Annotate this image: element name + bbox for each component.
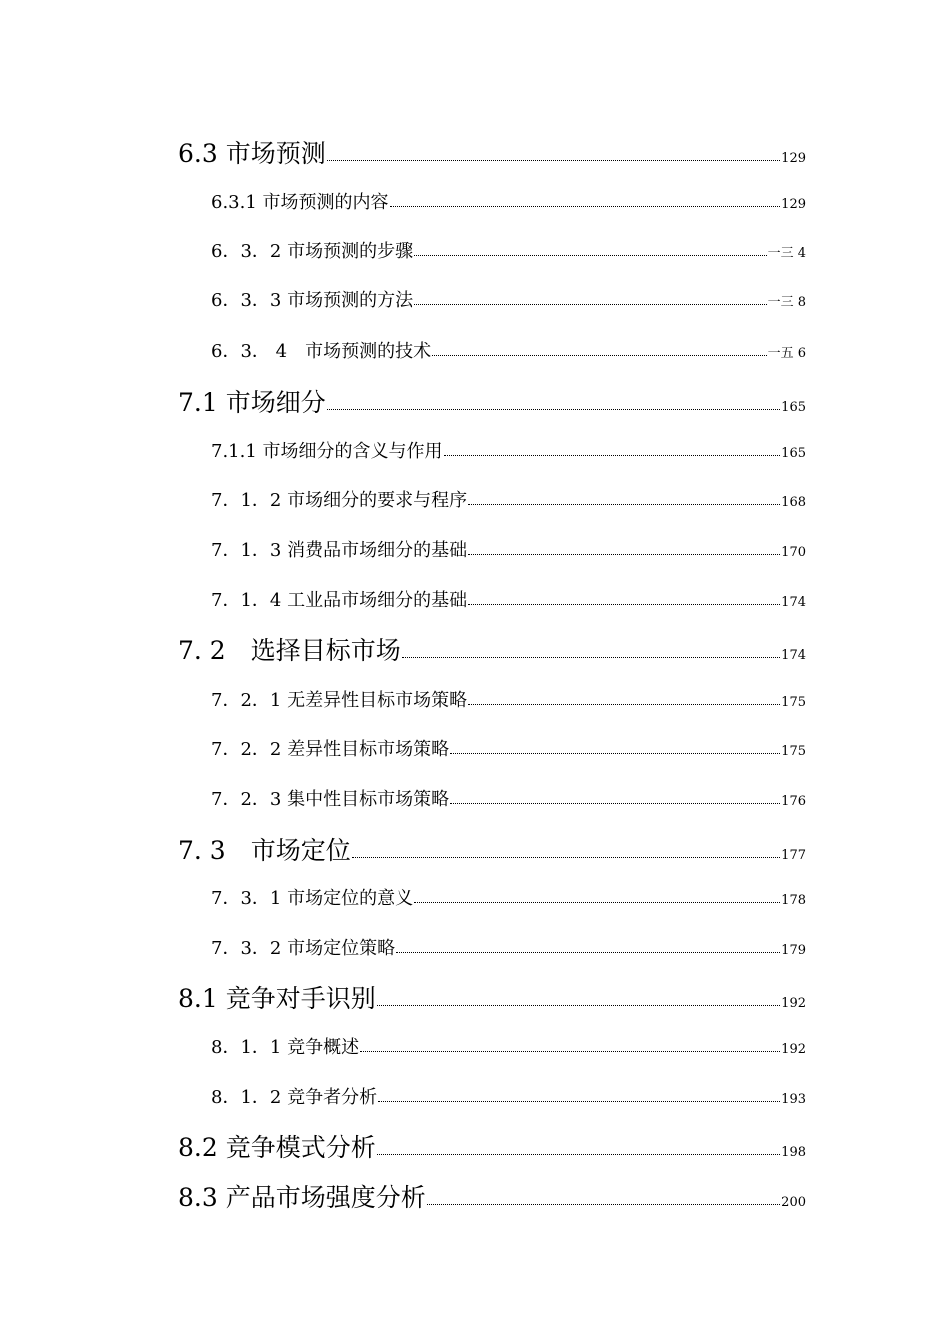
dot-leader <box>414 254 767 256</box>
toc-entry[interactable] <box>211 880 806 908</box>
toc-entry-title: 7．2．3 集中性目标市场策略 <box>211 789 450 810</box>
toc-page-number: 165 <box>781 446 806 461</box>
toc-entry[interactable] <box>211 282 806 310</box>
dot-leader <box>444 454 781 456</box>
toc-entry-title: 7.1 市场细分 <box>178 388 326 417</box>
toc-entry-title: 7. 2 选择目标市场 <box>178 636 401 665</box>
toc-entry-title: 7．1．3 消费品市场细分的基础 <box>211 540 468 561</box>
toc-entry[interactable] <box>178 977 806 1011</box>
dot-leader <box>327 408 780 410</box>
dot-leader <box>378 1100 780 1102</box>
toc-entry[interactable] <box>211 1079 806 1107</box>
toc-page-number: 165 <box>781 400 806 415</box>
dot-leader <box>327 159 780 161</box>
dot-leader <box>360 1050 780 1052</box>
toc-entry-title: 6．3．3 市场预测的方法 <box>211 290 414 311</box>
toc-page-number: 177 <box>781 848 806 863</box>
toc-page-number: 193 <box>781 1092 806 1107</box>
toc-entry-title: 7．2．2 差异性目标市场策略 <box>211 739 450 760</box>
dot-leader <box>427 1203 780 1205</box>
toc-page-number: 178 <box>781 893 806 908</box>
toc-entry[interactable] <box>178 381 806 415</box>
toc-entry[interactable] <box>178 829 806 863</box>
toc-entry[interactable] <box>211 930 806 958</box>
dot-leader <box>468 503 780 505</box>
toc-entry[interactable] <box>211 532 806 560</box>
toc-entry-title: 7．3．1 市场定位的意义 <box>211 888 414 909</box>
toc-entry-title: 8.1 竞争对手识别 <box>178 984 376 1013</box>
toc-entry[interactable] <box>211 731 806 759</box>
dot-leader <box>432 354 767 356</box>
toc-entry[interactable] <box>211 184 806 212</box>
toc-page-number: 一三 4 <box>767 246 806 261</box>
dot-leader <box>377 1153 780 1155</box>
toc-page-number: 129 <box>781 197 806 212</box>
toc-entry-title: 7.1.1 市场细分的含义与作用 <box>211 441 443 462</box>
toc-page-number: 175 <box>781 695 806 710</box>
toc-page-number: 175 <box>781 744 806 759</box>
toc-entry[interactable] <box>178 629 806 663</box>
toc-entry-title: 6．3． 4 市场预测的技术 <box>211 341 432 362</box>
toc-entry[interactable] <box>211 682 806 710</box>
toc-entry-title: 6．3．2 市场预测的步骤 <box>211 241 414 262</box>
toc-entry[interactable] <box>211 1029 806 1057</box>
toc-page-number: 174 <box>781 595 806 610</box>
dot-leader <box>414 901 780 903</box>
toc-entry-title: 7．1．2 市场细分的要求与程序 <box>211 490 468 511</box>
toc-page-number: 168 <box>781 495 806 510</box>
dot-leader <box>377 1004 780 1006</box>
dot-leader <box>468 553 780 555</box>
dot-leader <box>468 703 780 705</box>
toc-entry-title: 8．1．2 竞争者分析 <box>211 1087 378 1108</box>
toc-page-number: 192 <box>781 1042 806 1057</box>
dot-leader <box>402 656 780 658</box>
toc-page-number: 129 <box>781 151 806 166</box>
toc-entry[interactable] <box>178 132 806 166</box>
dot-leader <box>390 205 781 207</box>
toc-entry[interactable] <box>211 233 806 261</box>
toc-entry[interactable] <box>211 582 806 610</box>
toc-page-number: 192 <box>781 996 806 1011</box>
toc-page-number: 176 <box>781 794 806 809</box>
toc-entry-title: 7．2．1 无差异性目标市场策略 <box>211 690 468 711</box>
dot-leader <box>468 603 780 605</box>
dot-leader <box>450 752 780 754</box>
toc-page-number: 一三 8 <box>767 295 806 310</box>
toc-entry-title: 8．1．1 竞争概述 <box>211 1037 360 1058</box>
toc-page-number: 170 <box>781 545 806 560</box>
toc-entry-title: 6.3 市场预测 <box>178 139 326 168</box>
toc-entry[interactable] <box>211 482 806 510</box>
toc-entry[interactable] <box>211 781 806 809</box>
toc-page-number: 179 <box>781 943 806 958</box>
toc-entry-title: 7．1．4 工业品市场细分的基础 <box>211 590 468 611</box>
toc-entry-title: 6.3.1 市场预测的内容 <box>211 192 389 213</box>
dot-leader <box>450 802 780 804</box>
toc-entry-title: 7．3．2 市场定位策略 <box>211 938 396 959</box>
toc-page-number: 174 <box>781 648 806 663</box>
toc-entry-title: 8.3 产品市场强度分析 <box>178 1183 426 1212</box>
dot-leader <box>396 951 780 953</box>
toc-entry[interactable] <box>211 333 806 361</box>
toc-entry-title: 7. 3 市场定位 <box>178 836 351 865</box>
dot-leader <box>414 303 767 305</box>
toc-page-number: 200 <box>781 1195 806 1210</box>
toc-page-number: 一五 6 <box>767 346 806 361</box>
toc-entry[interactable] <box>178 1176 806 1210</box>
dot-leader <box>352 856 780 858</box>
toc-entry-title: 8.2 竞争模式分析 <box>178 1133 376 1162</box>
toc-page-number: 198 <box>781 1145 806 1160</box>
toc-entry[interactable] <box>178 1126 806 1160</box>
toc-entry[interactable] <box>211 433 806 461</box>
